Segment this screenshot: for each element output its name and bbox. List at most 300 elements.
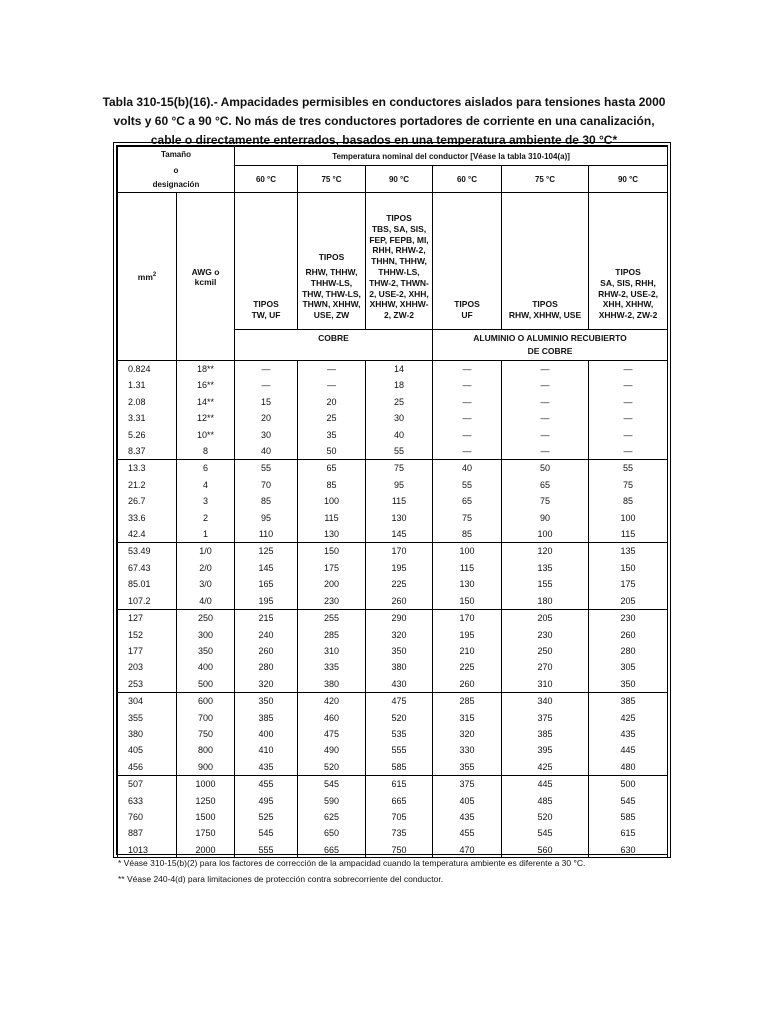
table-row bbox=[118, 477, 668, 493]
types-cu-75-list: RHW, THHW, THHW-LS, THW, THW-LS, THWN, XHHW, USE, ZW bbox=[302, 267, 361, 321]
cell-cu75: 520 bbox=[298, 759, 366, 776]
cell-cu75: 460 bbox=[298, 710, 366, 726]
cell-cu75: 475 bbox=[298, 726, 366, 742]
cell-cu60: 165 bbox=[235, 576, 298, 592]
table-row bbox=[118, 793, 668, 809]
cell-cu90: 350 bbox=[366, 643, 433, 659]
cell-al75: 310 bbox=[502, 676, 589, 693]
cell-al60: 405 bbox=[433, 793, 502, 809]
cell-al60: — bbox=[433, 377, 502, 393]
cell-cu75: 490 bbox=[298, 742, 366, 758]
cell-cu75: 665 bbox=[298, 842, 366, 858]
cell-al75: 75 bbox=[502, 493, 589, 509]
cell-cu90: 145 bbox=[366, 526, 433, 543]
types-al-75 bbox=[502, 193, 589, 330]
cell-al75: 375 bbox=[502, 710, 589, 726]
cell-mm2: 0.824 bbox=[118, 361, 177, 378]
cell-al75: 155 bbox=[502, 576, 589, 592]
size-label-1: Tamaño bbox=[160, 150, 192, 159]
table-row bbox=[118, 394, 668, 410]
table-row bbox=[118, 659, 668, 675]
types-cu-90 bbox=[366, 193, 433, 330]
cell-cu75: 230 bbox=[298, 593, 366, 610]
cell-al75: 520 bbox=[502, 809, 589, 825]
types-al-75-list: RHW, XHHW, USE bbox=[508, 310, 582, 321]
cell-al90: 85 bbox=[589, 493, 668, 509]
cell-cu90: 380 bbox=[366, 659, 433, 675]
cell-awg: 900 bbox=[177, 759, 235, 776]
cell-al60: 320 bbox=[433, 726, 502, 742]
cell-cu75: 420 bbox=[298, 693, 366, 710]
cell-al60: 40 bbox=[433, 460, 502, 477]
cell-al90: 630 bbox=[589, 842, 668, 858]
cell-al90: — bbox=[589, 361, 668, 378]
cell-cu75: 310 bbox=[298, 643, 366, 659]
cell-mm2: 456 bbox=[118, 759, 177, 776]
cell-al60: 455 bbox=[433, 825, 502, 841]
cell-awg: 6 bbox=[177, 460, 235, 477]
cell-cu60: 40 bbox=[235, 443, 298, 460]
cell-mm2: 1013 bbox=[118, 842, 177, 858]
cell-mm2: 127 bbox=[118, 610, 177, 627]
cell-al90: 260 bbox=[589, 627, 668, 643]
cell-mm2: 5.26 bbox=[118, 427, 177, 443]
table-row bbox=[118, 510, 668, 526]
cell-cu75: 35 bbox=[298, 427, 366, 443]
cell-cu90: 535 bbox=[366, 726, 433, 742]
cell-awg: 3/0 bbox=[177, 576, 235, 592]
cell-cu60: — bbox=[235, 361, 298, 378]
size-label-2: o bbox=[173, 166, 179, 175]
cell-al90: 545 bbox=[589, 793, 668, 809]
cell-cu90: 18 bbox=[366, 377, 433, 393]
cell-al60: 170 bbox=[433, 610, 502, 627]
cell-cu75: 20 bbox=[298, 394, 366, 410]
cell-al75: 425 bbox=[502, 759, 589, 776]
cell-awg: 2/0 bbox=[177, 560, 235, 576]
cell-awg: 1/0 bbox=[177, 543, 235, 560]
cell-cu75: 50 bbox=[298, 443, 366, 460]
cell-cu90: 705 bbox=[366, 809, 433, 825]
cell-al90: 480 bbox=[589, 759, 668, 776]
cell-al60: — bbox=[433, 394, 502, 410]
cell-cu75: 25 bbox=[298, 410, 366, 426]
cell-cu90: 14 bbox=[366, 361, 433, 378]
cell-al60: 150 bbox=[433, 593, 502, 610]
cell-cu60: — bbox=[235, 377, 298, 393]
table-row bbox=[118, 443, 668, 460]
cell-mm2: 760 bbox=[118, 809, 177, 825]
cell-mm2: 355 bbox=[118, 710, 177, 726]
cell-cu75: 380 bbox=[298, 676, 366, 693]
table-row bbox=[118, 493, 668, 509]
table-row bbox=[118, 410, 668, 426]
cell-cu60: 85 bbox=[235, 493, 298, 509]
cell-al90: 615 bbox=[589, 825, 668, 841]
temp-al-90: 90 °C bbox=[589, 166, 668, 193]
table-row bbox=[118, 726, 668, 742]
cell-cu75: — bbox=[298, 361, 366, 378]
cell-al75: 445 bbox=[502, 776, 589, 793]
cell-cu60: 195 bbox=[235, 593, 298, 610]
cell-cu60: 410 bbox=[235, 742, 298, 758]
table-row bbox=[118, 809, 668, 825]
cell-mm2: 253 bbox=[118, 676, 177, 693]
cell-al90: 305 bbox=[589, 659, 668, 675]
temperature-group-header: Temperatura nominal del conductor [Véase la tabla 310-104(a)] bbox=[235, 147, 668, 166]
cell-awg: 4 bbox=[177, 477, 235, 493]
cell-cu90: 25 bbox=[366, 394, 433, 410]
cell-awg: 500 bbox=[177, 676, 235, 693]
cell-al75: 65 bbox=[502, 477, 589, 493]
cell-cu90: 170 bbox=[366, 543, 433, 560]
cell-mm2: 177 bbox=[118, 643, 177, 659]
cell-al75: — bbox=[502, 410, 589, 426]
cell-al90: 445 bbox=[589, 742, 668, 758]
cell-mm2: 887 bbox=[118, 825, 177, 841]
cell-al90: 150 bbox=[589, 560, 668, 576]
cell-al60: 315 bbox=[433, 710, 502, 726]
cell-al60: 65 bbox=[433, 493, 502, 509]
mm2-header bbox=[118, 193, 177, 361]
cell-cu60: 70 bbox=[235, 477, 298, 493]
tipos-label: TIPOS bbox=[386, 213, 412, 224]
cell-cu60: 435 bbox=[235, 759, 298, 776]
ampacity-table-frame bbox=[116, 145, 668, 855]
cell-al75: — bbox=[502, 427, 589, 443]
cell-al90: — bbox=[589, 410, 668, 426]
cell-cu90: 95 bbox=[366, 477, 433, 493]
footnote-2: ** Véase 240-4(d) para limitaciones de protección contra sobrecorriente del conductor. bbox=[118, 874, 444, 884]
cell-al90: 425 bbox=[589, 710, 668, 726]
cell-al75: — bbox=[502, 377, 589, 393]
size-label-3: designación bbox=[152, 180, 200, 189]
cell-awg: 1750 bbox=[177, 825, 235, 841]
cell-al90: 500 bbox=[589, 776, 668, 793]
cell-al90: — bbox=[589, 427, 668, 443]
cell-cu90: 195 bbox=[366, 560, 433, 576]
cell-mm2: 21.2 bbox=[118, 477, 177, 493]
types-cu-60-list: TW, UF bbox=[251, 310, 281, 321]
cell-al60: 355 bbox=[433, 759, 502, 776]
cell-cu75: 255 bbox=[298, 610, 366, 627]
cell-mm2: 33.6 bbox=[118, 510, 177, 526]
cell-al90: — bbox=[589, 377, 668, 393]
types-row bbox=[118, 193, 668, 330]
cell-cu90: 475 bbox=[366, 693, 433, 710]
cell-cu60: 350 bbox=[235, 693, 298, 710]
cell-mm2: 67.43 bbox=[118, 560, 177, 576]
cell-cu90: 665 bbox=[366, 793, 433, 809]
tipos-label: TIPOS bbox=[532, 299, 558, 310]
cell-awg: 16** bbox=[177, 377, 235, 393]
cell-al60: 115 bbox=[433, 560, 502, 576]
cell-al75: 90 bbox=[502, 510, 589, 526]
temp-cu-90: 90 °C bbox=[366, 166, 433, 193]
cell-al75: 545 bbox=[502, 825, 589, 841]
ampacity-table bbox=[117, 146, 668, 858]
cell-al75: 340 bbox=[502, 693, 589, 710]
cell-cu90: 615 bbox=[366, 776, 433, 793]
cell-cu75: 285 bbox=[298, 627, 366, 643]
table-row bbox=[118, 377, 668, 393]
cell-awg: 600 bbox=[177, 693, 235, 710]
cell-mm2: 203 bbox=[118, 659, 177, 675]
types-cu-75 bbox=[298, 193, 366, 330]
cell-al75: 385 bbox=[502, 726, 589, 742]
table-row bbox=[118, 526, 668, 543]
cell-cu90: 430 bbox=[366, 676, 433, 693]
table-row bbox=[118, 460, 668, 477]
cell-awg: 250 bbox=[177, 610, 235, 627]
table-row bbox=[118, 676, 668, 693]
cell-al90: 230 bbox=[589, 610, 668, 627]
cell-al60: — bbox=[433, 427, 502, 443]
cell-awg: 1500 bbox=[177, 809, 235, 825]
cell-cu90: 260 bbox=[366, 593, 433, 610]
footnote-1: * Véase 310-15(b)(2) para los factores de corrección de la ampacidad cuando la temperatura ambiente es diferente a 30 °C. bbox=[118, 858, 586, 868]
cell-al75: — bbox=[502, 361, 589, 378]
table-row bbox=[118, 427, 668, 443]
temp-cu-75: 75 °C bbox=[298, 166, 366, 193]
table-row bbox=[118, 643, 668, 659]
cell-al90: 75 bbox=[589, 477, 668, 493]
cell-mm2: 633 bbox=[118, 793, 177, 809]
cell-awg: 700 bbox=[177, 710, 235, 726]
cell-cu90: 130 bbox=[366, 510, 433, 526]
cell-mm2: 107.2 bbox=[118, 593, 177, 610]
cell-al60: 330 bbox=[433, 742, 502, 758]
cell-cu75: 150 bbox=[298, 543, 366, 560]
cell-cu75: 85 bbox=[298, 477, 366, 493]
table-row bbox=[118, 693, 668, 710]
cell-cu60: 95 bbox=[235, 510, 298, 526]
cell-cu75: — bbox=[298, 377, 366, 393]
cell-al60: 195 bbox=[433, 627, 502, 643]
cell-cu60: 260 bbox=[235, 643, 298, 659]
cell-cu60: 145 bbox=[235, 560, 298, 576]
cell-al60: — bbox=[433, 410, 502, 426]
tipos-label: TIPOS bbox=[253, 299, 279, 310]
cell-al75: 270 bbox=[502, 659, 589, 675]
mm2-superscript: 2 bbox=[152, 271, 157, 278]
mm2-label: mm bbox=[137, 271, 153, 282]
cell-cu75: 650 bbox=[298, 825, 366, 841]
cell-awg: 400 bbox=[177, 659, 235, 675]
cell-al60: 285 bbox=[433, 693, 502, 710]
cell-cu60: 455 bbox=[235, 776, 298, 793]
cell-al60: 85 bbox=[433, 526, 502, 543]
cell-al90: — bbox=[589, 394, 668, 410]
cell-al90: 175 bbox=[589, 576, 668, 592]
cell-cu60: 15 bbox=[235, 394, 298, 410]
cell-al60: 210 bbox=[433, 643, 502, 659]
copper-header: COBRE bbox=[235, 330, 433, 361]
cell-awg: 18** bbox=[177, 361, 235, 378]
cell-al90: 115 bbox=[589, 526, 668, 543]
cell-awg: 1250 bbox=[177, 793, 235, 809]
table-row bbox=[118, 710, 668, 726]
cell-al90: 385 bbox=[589, 693, 668, 710]
cell-cu60: 545 bbox=[235, 825, 298, 841]
tipos-label: TIPOS bbox=[318, 252, 345, 263]
cell-cu90: 115 bbox=[366, 493, 433, 509]
temp-cu-60: 60 °C bbox=[235, 166, 298, 193]
cell-cu60: 110 bbox=[235, 526, 298, 543]
cell-cu75: 625 bbox=[298, 809, 366, 825]
cell-cu60: 495 bbox=[235, 793, 298, 809]
cell-cu75: 100 bbox=[298, 493, 366, 509]
cell-cu60: 240 bbox=[235, 627, 298, 643]
cell-awg: 300 bbox=[177, 627, 235, 643]
cell-al90: 585 bbox=[589, 809, 668, 825]
cell-al90: 350 bbox=[589, 676, 668, 693]
cell-al90: 435 bbox=[589, 726, 668, 742]
cell-al60: — bbox=[433, 443, 502, 460]
cell-al75: 395 bbox=[502, 742, 589, 758]
cell-cu75: 115 bbox=[298, 510, 366, 526]
types-cu-90-list: TBS, SA, SIS, FEP, FEPB, MI, RHH, RHW-2, THHN, THHW, THHW-LS, THW-2, THWN-2, USE-2, XHH, XHHW, XHHW-2, ZW-2 bbox=[369, 223, 429, 321]
cell-awg: 2 bbox=[177, 510, 235, 526]
cell-awg: 750 bbox=[177, 726, 235, 742]
cell-cu90: 585 bbox=[366, 759, 433, 776]
cell-awg: 800 bbox=[177, 742, 235, 758]
cell-al75: 50 bbox=[502, 460, 589, 477]
cell-cu75: 65 bbox=[298, 460, 366, 477]
cell-cu90: 290 bbox=[366, 610, 433, 627]
cell-awg: 14** bbox=[177, 394, 235, 410]
cell-mm2: 405 bbox=[118, 742, 177, 758]
cell-cu75: 545 bbox=[298, 776, 366, 793]
cell-cu90: 75 bbox=[366, 460, 433, 477]
table-row bbox=[118, 576, 668, 592]
cell-mm2: 13.3 bbox=[118, 460, 177, 477]
cell-al75: — bbox=[502, 394, 589, 410]
cell-cu90: 55 bbox=[366, 443, 433, 460]
table-row bbox=[118, 842, 668, 858]
size-header bbox=[118, 147, 235, 193]
cell-al60: 130 bbox=[433, 576, 502, 592]
cell-cu60: 20 bbox=[235, 410, 298, 426]
cell-awg: 8 bbox=[177, 443, 235, 460]
cell-awg: 4/0 bbox=[177, 593, 235, 610]
cell-cu60: 30 bbox=[235, 427, 298, 443]
cell-awg: 12** bbox=[177, 410, 235, 426]
cell-cu75: 175 bbox=[298, 560, 366, 576]
tipos-label: TIPOS bbox=[454, 299, 480, 310]
table-row bbox=[118, 776, 668, 793]
cell-cu60: 215 bbox=[235, 610, 298, 627]
cell-al60: — bbox=[433, 361, 502, 378]
cell-al60: 100 bbox=[433, 543, 502, 560]
cell-mm2: 26.7 bbox=[118, 493, 177, 509]
cell-al60: 260 bbox=[433, 676, 502, 693]
tipos-label: TIPOS bbox=[615, 267, 641, 278]
cell-al60: 435 bbox=[433, 809, 502, 825]
cell-al60: 55 bbox=[433, 477, 502, 493]
cell-cu60: 385 bbox=[235, 710, 298, 726]
cell-cu90: 40 bbox=[366, 427, 433, 443]
cell-al60: 470 bbox=[433, 842, 502, 858]
cell-awg: 350 bbox=[177, 643, 235, 659]
cell-al60: 375 bbox=[433, 776, 502, 793]
cell-mm2: 8.37 bbox=[118, 443, 177, 460]
types-al-60 bbox=[433, 193, 502, 330]
cell-al90: 280 bbox=[589, 643, 668, 659]
cell-al75: 485 bbox=[502, 793, 589, 809]
cell-al75: 180 bbox=[502, 593, 589, 610]
cell-mm2: 3.31 bbox=[118, 410, 177, 426]
cell-al75: 250 bbox=[502, 643, 589, 659]
cell-cu60: 555 bbox=[235, 842, 298, 858]
cell-cu90: 520 bbox=[366, 710, 433, 726]
awg-header: AWG o kcmil bbox=[177, 193, 235, 361]
aluminum-header: ALUMINIO O ALUMINIO RECUBIERTO DE COBRE bbox=[433, 330, 668, 361]
cell-cu60: 320 bbox=[235, 676, 298, 693]
cell-cu60: 55 bbox=[235, 460, 298, 477]
cell-cu90: 320 bbox=[366, 627, 433, 643]
cell-mm2: 152 bbox=[118, 627, 177, 643]
table-row bbox=[118, 759, 668, 776]
cell-awg: 3 bbox=[177, 493, 235, 509]
table-body bbox=[118, 361, 668, 859]
cell-cu90: 735 bbox=[366, 825, 433, 841]
table-row bbox=[118, 560, 668, 576]
cell-al90: — bbox=[589, 443, 668, 460]
cell-al75: 135 bbox=[502, 560, 589, 576]
cell-cu90: 750 bbox=[366, 842, 433, 858]
table-row bbox=[118, 627, 668, 643]
cell-al90: 100 bbox=[589, 510, 668, 526]
cell-al75: 205 bbox=[502, 610, 589, 627]
table-title: Tabla 310-15(b)(16).- Ampacidades permisibles en conductores aislados para tensiones hasta 2000 volts y 60 °C a 90 °C. No más de tres conductores portadores de corriente en una canalización, cable o directamente enterrados, basados en una temperatura ambiente de 30 °C* bbox=[102, 95, 666, 147]
temp-al-60: 60 °C bbox=[433, 166, 502, 193]
cell-awg: 10** bbox=[177, 427, 235, 443]
cell-cu75: 130 bbox=[298, 526, 366, 543]
cell-awg: 2000 bbox=[177, 842, 235, 858]
table-row bbox=[118, 593, 668, 610]
cell-al60: 225 bbox=[433, 659, 502, 675]
cell-cu90: 555 bbox=[366, 742, 433, 758]
cell-mm2: 1.31 bbox=[118, 377, 177, 393]
cell-mm2: 304 bbox=[118, 693, 177, 710]
table-row bbox=[118, 825, 668, 841]
types-al-90 bbox=[589, 193, 668, 330]
temp-al-75: 75 °C bbox=[502, 166, 589, 193]
cell-awg: 1000 bbox=[177, 776, 235, 793]
cell-mm2: 380 bbox=[118, 726, 177, 742]
cell-mm2: 507 bbox=[118, 776, 177, 793]
cell-cu75: 590 bbox=[298, 793, 366, 809]
cell-cu60: 125 bbox=[235, 543, 298, 560]
cell-cu75: 335 bbox=[298, 659, 366, 675]
table-row bbox=[118, 610, 668, 627]
table-row bbox=[118, 361, 668, 378]
cell-cu60: 280 bbox=[235, 659, 298, 675]
cell-cu75: 200 bbox=[298, 576, 366, 592]
cell-al60: 75 bbox=[433, 510, 502, 526]
cell-al90: 55 bbox=[589, 460, 668, 477]
cell-al90: 205 bbox=[589, 593, 668, 610]
cell-cu90: 225 bbox=[366, 576, 433, 592]
types-al-90-list: SA, SIS, RHH, RHW-2, USE-2, XHH, XHHW, XHHW-2, ZW-2 bbox=[598, 277, 658, 321]
cell-al90: 135 bbox=[589, 543, 668, 560]
types-cu-60 bbox=[235, 193, 298, 330]
table-row bbox=[118, 543, 668, 560]
table-row bbox=[118, 742, 668, 758]
cell-awg: 1 bbox=[177, 526, 235, 543]
cell-mm2: 53.49 bbox=[118, 543, 177, 560]
